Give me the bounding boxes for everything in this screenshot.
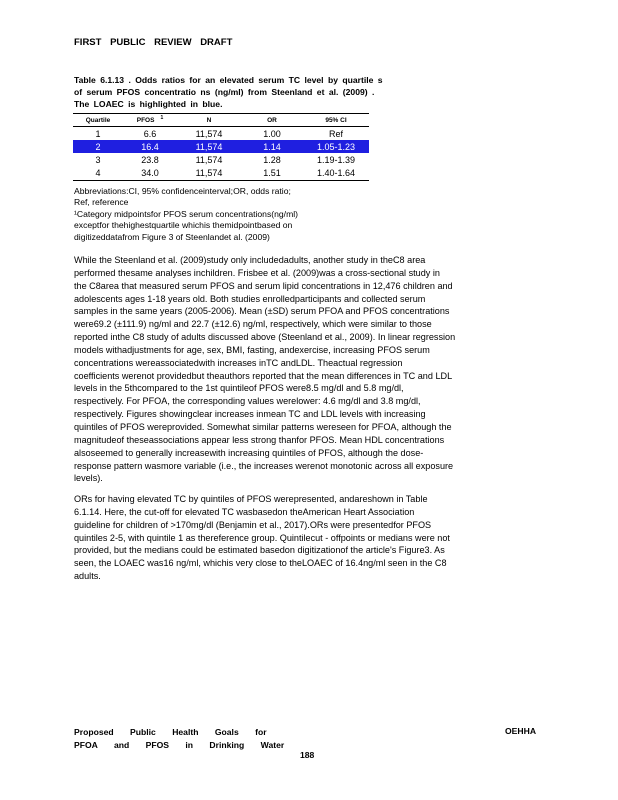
col-header-pfos: [123, 114, 177, 127]
cell-quartile: 1: [95, 128, 101, 139]
draft-header: FIRST PUBLIC REVIEW DRAFT: [74, 37, 233, 48]
paragraph-line: 6.1.14. Here, the cut-off for elevated TC wasbasedon theAmerican Heart Association: [74, 506, 415, 517]
paragraph-line: coefficients werenot providedbut theauthors reported that the mean differences in TC and LDL: [74, 370, 453, 381]
footer-line: Proposed Public Health Goals for: [74, 727, 267, 737]
cell-ci: Ref: [328, 128, 343, 139]
cell-n: 11,574: [177, 140, 241, 153]
paragraph-line: the C8area that measured serum PFOS and serum lipid concentrations in 12,476 children and: [74, 280, 453, 291]
col-header-pfos-label: PFOS: [136, 117, 155, 125]
col-header-ci: 95% CI: [303, 114, 369, 127]
table-note: Abbreviations:CI, 95% confidenceinterval;OR, odds ratio;: [74, 186, 291, 196]
paragraph-line: respectively. Figures showingclear increases inmean TC and LDL levels with increasing: [74, 409, 426, 420]
cell-pfos: 6.6: [143, 128, 157, 139]
paragraph-line: models withadjustments for age, sex, BMI, fasting, andexercise, increasing PFOS serum: [74, 344, 430, 355]
paragraph-line: adults.: [74, 571, 101, 582]
table-row: [73, 127, 369, 141]
footer-line: PFOA and PFOS in Drinking Water: [74, 739, 285, 750]
paragraph-line: were69.2 (±111.9) ng/ml and 22.7 (±12.6) ng/ml, respectively, which were similar to those: [74, 319, 432, 330]
col-header-quartile: Quartile: [73, 114, 123, 127]
cell-or: 1.28: [263, 154, 281, 165]
page-number: 188: [300, 750, 315, 760]
table-note: Ref, reference: [74, 197, 129, 208]
footer-agency: OEHHA: [505, 726, 537, 736]
cell-n: 11,574: [195, 128, 223, 139]
caption-line: The LOAEC is highlighted in blue.: [74, 99, 223, 109]
paragraph-line: response pattern wasmore variable (i.e., the increases werenot monotonic across all exposure: [74, 460, 454, 471]
table-note: exceptfor thehighestquartile whichis themidpointbased on: [74, 220, 293, 231]
paragraph-line: quintiles 2-5, with quintile 1 as thereference group. Quintilecut - offpoints or medians were not: [74, 532, 450, 543]
paragraph-line: ORs for having elevated TC by quintiles of PFOS werepresented, andareshown in Table: [74, 494, 428, 504]
paragraph-line: provided, but the medians could be estimated basedon digitizationof the article's Figure3. As: [74, 545, 445, 556]
paragraph-line: magnitudeof theseassociations appear less strong thanfor PFOS. Mean HDL concentrations: [74, 434, 445, 445]
cell-pfos: 23.8: [141, 154, 159, 165]
col-header-n: N: [177, 114, 241, 127]
table-note: ¹Category midpointsfor PFOS serum concentrations(ng/ml): [74, 208, 298, 219]
paragraph-line: seen, the LOAEC was16 ng/ml, whichis very close to theLOAEC of 16.4ng/ml seen in the C8: [74, 558, 447, 569]
caption-line: of serum PFOS concentratio ns (ng/ml) from Steenland et al. (2009) .: [74, 87, 375, 97]
cell-n: 11,574: [195, 154, 223, 165]
paragraph-line: reported inthe C8 study of adults discussed above (Steenland et al., 2009). In linear regression: [74, 332, 456, 343]
table-note: digitizeddatafrom Figure 3 of Steenlandet al. (2009): [74, 231, 270, 242]
paragraph-line: samples in the same years (2005-2006). Mean (±SD) serum PFOA and PFOS concentrations: [74, 306, 450, 317]
body-paragraph-2: [74, 493, 546, 583]
cell-ci: 1.05-1.23: [303, 140, 369, 153]
cell-pfos: 34.0: [123, 167, 177, 181]
odds-ratio-table: [73, 113, 369, 181]
paragraph-line: levels).: [74, 473, 103, 484]
table-row: [73, 153, 369, 166]
cell-or: 1.00: [263, 128, 281, 139]
table-row: [73, 167, 369, 181]
table-row-loaec-highlighted: [73, 140, 369, 153]
footer-title: [74, 726, 284, 751]
cell-n: 11,574: [177, 167, 241, 181]
caption-line: Table 6.1.13 . Odds ratios for an elevated serum TC level by quartile s: [74, 75, 383, 85]
paragraph-line: alsoseemed to generally increasewith increasing quintiles of PFOS, although the dose-: [74, 447, 424, 458]
paragraph-line: guideline for children of >170mg/dl (Benjamin et al., 2017).ORs were presentedfor PFOS: [74, 519, 432, 530]
table-caption: [74, 74, 444, 110]
cell-quartile: 3: [95, 154, 101, 165]
table-header-row: [73, 114, 369, 127]
cell-pfos: 16.4: [123, 140, 177, 153]
pfos-footnote-mark: 1: [160, 115, 164, 122]
cell-or: 1.14: [241, 140, 303, 153]
paragraph-line: respectively. For PFOA, the corresponding values werelower: 4.6 mg/dl and 3.8 mg/dl,: [74, 396, 421, 407]
cell-quartile: 4: [73, 167, 123, 181]
cell-ci: 1.19-1.39: [316, 154, 356, 165]
paragraph-line: concentrations wereassociatedwith increases inTC andLDL. Theactual regression: [74, 357, 403, 368]
body-paragraph-1: [74, 254, 546, 485]
cell-or: 1.51: [241, 167, 303, 181]
cell-quartile: 2: [73, 140, 123, 153]
paragraph-line: performed thesame analyses inchildren. Frisbee et al. (2009)was a cross-sectional study in: [74, 267, 440, 278]
paragraph-line: levels in the 5thcompared to the 1st quintileof PFOS were8.5 mg/dl and 5.8 mg/dl,: [74, 383, 404, 394]
paragraph-line: quintiles of PFOS wereprovided. Somewhat similar patterns wereseen for PFOA, although the: [74, 421, 452, 432]
paragraph-line: adolescents ages 1-18 years old. Both studies enrolledparticipants and collected serum: [74, 293, 426, 304]
table-notes: [74, 186, 374, 243]
col-header-or: OR: [241, 114, 303, 127]
cell-ci: 1.40-1.64: [303, 167, 369, 181]
paragraph-line: While the Steenland et al. (2009)study only includedadults, another study in theC8 area: [74, 255, 426, 265]
